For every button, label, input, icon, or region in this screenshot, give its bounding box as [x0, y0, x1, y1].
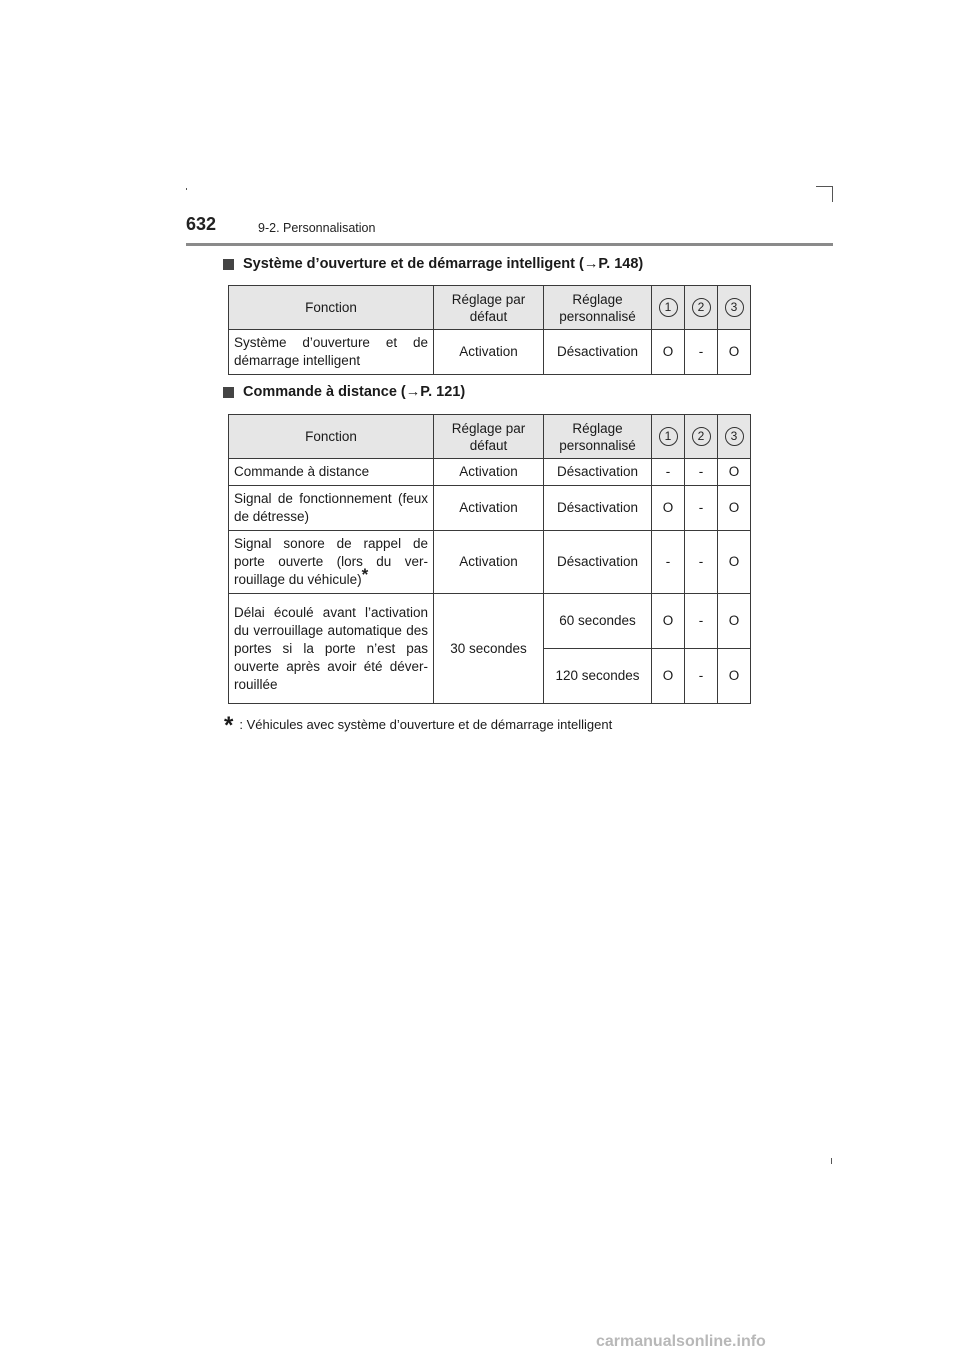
- square-bullet-icon: [223, 259, 234, 270]
- custom-cell: Désactivation: [544, 531, 652, 594]
- mark-cell: -: [652, 531, 685, 594]
- custom-cell: 120 secondes: [544, 649, 652, 704]
- heading-text: Commande à distance (: [243, 384, 406, 400]
- footnote-text: : Véhicules avec système d’ouverture et de démarrage intelligent: [239, 717, 613, 732]
- table-row: [229, 486, 751, 531]
- custom-cell: Désactivation: [544, 486, 652, 531]
- settings-table: [228, 414, 751, 704]
- function-cell: Signal de fonctionnement (feux de détresse): [229, 486, 434, 531]
- column-header: Fonction: [229, 415, 434, 459]
- mark-cell: O: [718, 330, 751, 375]
- mark-cell: -: [685, 330, 718, 375]
- table-heading: [223, 384, 465, 400]
- mark-cell: O: [652, 594, 685, 649]
- mark-cell: -: [685, 594, 718, 649]
- watermark: carmanualsonline.info: [596, 1333, 766, 1350]
- mark-cell: O: [652, 330, 685, 375]
- table-row: [229, 531, 751, 594]
- page-reference: P. 148): [598, 256, 644, 272]
- mark-cell: -: [685, 649, 718, 704]
- mark-cell: -: [685, 486, 718, 531]
- column-header: Réglage personnalisé: [544, 286, 652, 330]
- mark-cell: O: [718, 486, 751, 531]
- function-cell: [229, 531, 434, 594]
- column-header: [685, 415, 718, 459]
- custom-cell: 60 secondes: [544, 594, 652, 649]
- footnote-marker: *: [224, 712, 234, 739]
- default-cell: Activation: [434, 459, 544, 486]
- circled-number-icon: 1: [659, 427, 678, 446]
- default-cell: Activation: [434, 486, 544, 531]
- section-title: 9-2. Personnalisation: [258, 221, 376, 235]
- table-row: [229, 330, 751, 375]
- function-cell: Commande à distance: [229, 459, 434, 486]
- circled-number-icon: 2: [692, 298, 711, 317]
- table-header-row: [229, 286, 751, 330]
- function-cell: Système d’ouverture et de démarrage intelligent: [229, 330, 434, 375]
- table-header-row: [229, 415, 751, 459]
- arrow-right-icon: →: [405, 384, 421, 400]
- heading-text: Système d’ouverture et de démarrage intelligent (: [243, 256, 584, 272]
- mark-cell: -: [685, 459, 718, 486]
- page-number: 632: [186, 214, 217, 234]
- mark-cell: O: [718, 459, 751, 486]
- mark-cell: O: [718, 531, 751, 594]
- mark-cell: O: [718, 649, 751, 704]
- function-cell: Délai écoulé avant l’activation du verrouillage automatique des portes si la porte n’est pas ouverte après avoir été déver-rouillée: [229, 594, 434, 704]
- circled-number-icon: 3: [725, 427, 744, 446]
- default-cell: Activation: [434, 531, 544, 594]
- column-header: [718, 415, 751, 459]
- table-row: [229, 594, 751, 649]
- default-cell: 30 secondes: [434, 594, 544, 704]
- column-header: [652, 415, 685, 459]
- circled-number-icon: 1: [659, 298, 678, 317]
- mark-cell: -: [685, 531, 718, 594]
- custom-cell: Désactivation: [544, 459, 652, 486]
- column-header: [718, 286, 751, 330]
- page-reference: P. 121): [420, 384, 466, 400]
- footnote-marker: *: [361, 565, 369, 584]
- function-text: Signal sonore de rappel de porte ouverte (lors du ver-rouillage du véhicule): [234, 536, 428, 587]
- circled-number-icon: 3: [725, 298, 744, 317]
- table-heading: [223, 256, 643, 272]
- crop-mark: [816, 186, 833, 187]
- footnote: [224, 708, 613, 739]
- column-header: [685, 286, 718, 330]
- default-cell: Activation: [434, 330, 544, 375]
- column-header: Réglage par défaut: [434, 415, 544, 459]
- header-divider: [186, 243, 833, 246]
- custom-cell: Désactivation: [544, 330, 652, 375]
- mark-cell: -: [652, 459, 685, 486]
- crop-mark: [831, 1158, 832, 1164]
- crop-mark: [186, 188, 187, 190]
- circled-number-icon: 2: [692, 427, 711, 446]
- mark-cell: O: [652, 486, 685, 531]
- mark-cell: O: [718, 594, 751, 649]
- table-row: [229, 459, 751, 486]
- column-header: Réglage personnalisé: [544, 415, 652, 459]
- column-header: [652, 286, 685, 330]
- arrow-right-icon: →: [583, 256, 599, 272]
- settings-table: [228, 285, 751, 375]
- crop-mark: [832, 186, 833, 202]
- column-header: Réglage par défaut: [434, 286, 544, 330]
- column-header: Fonction: [229, 286, 434, 330]
- mark-cell: O: [652, 649, 685, 704]
- square-bullet-icon: [223, 387, 234, 398]
